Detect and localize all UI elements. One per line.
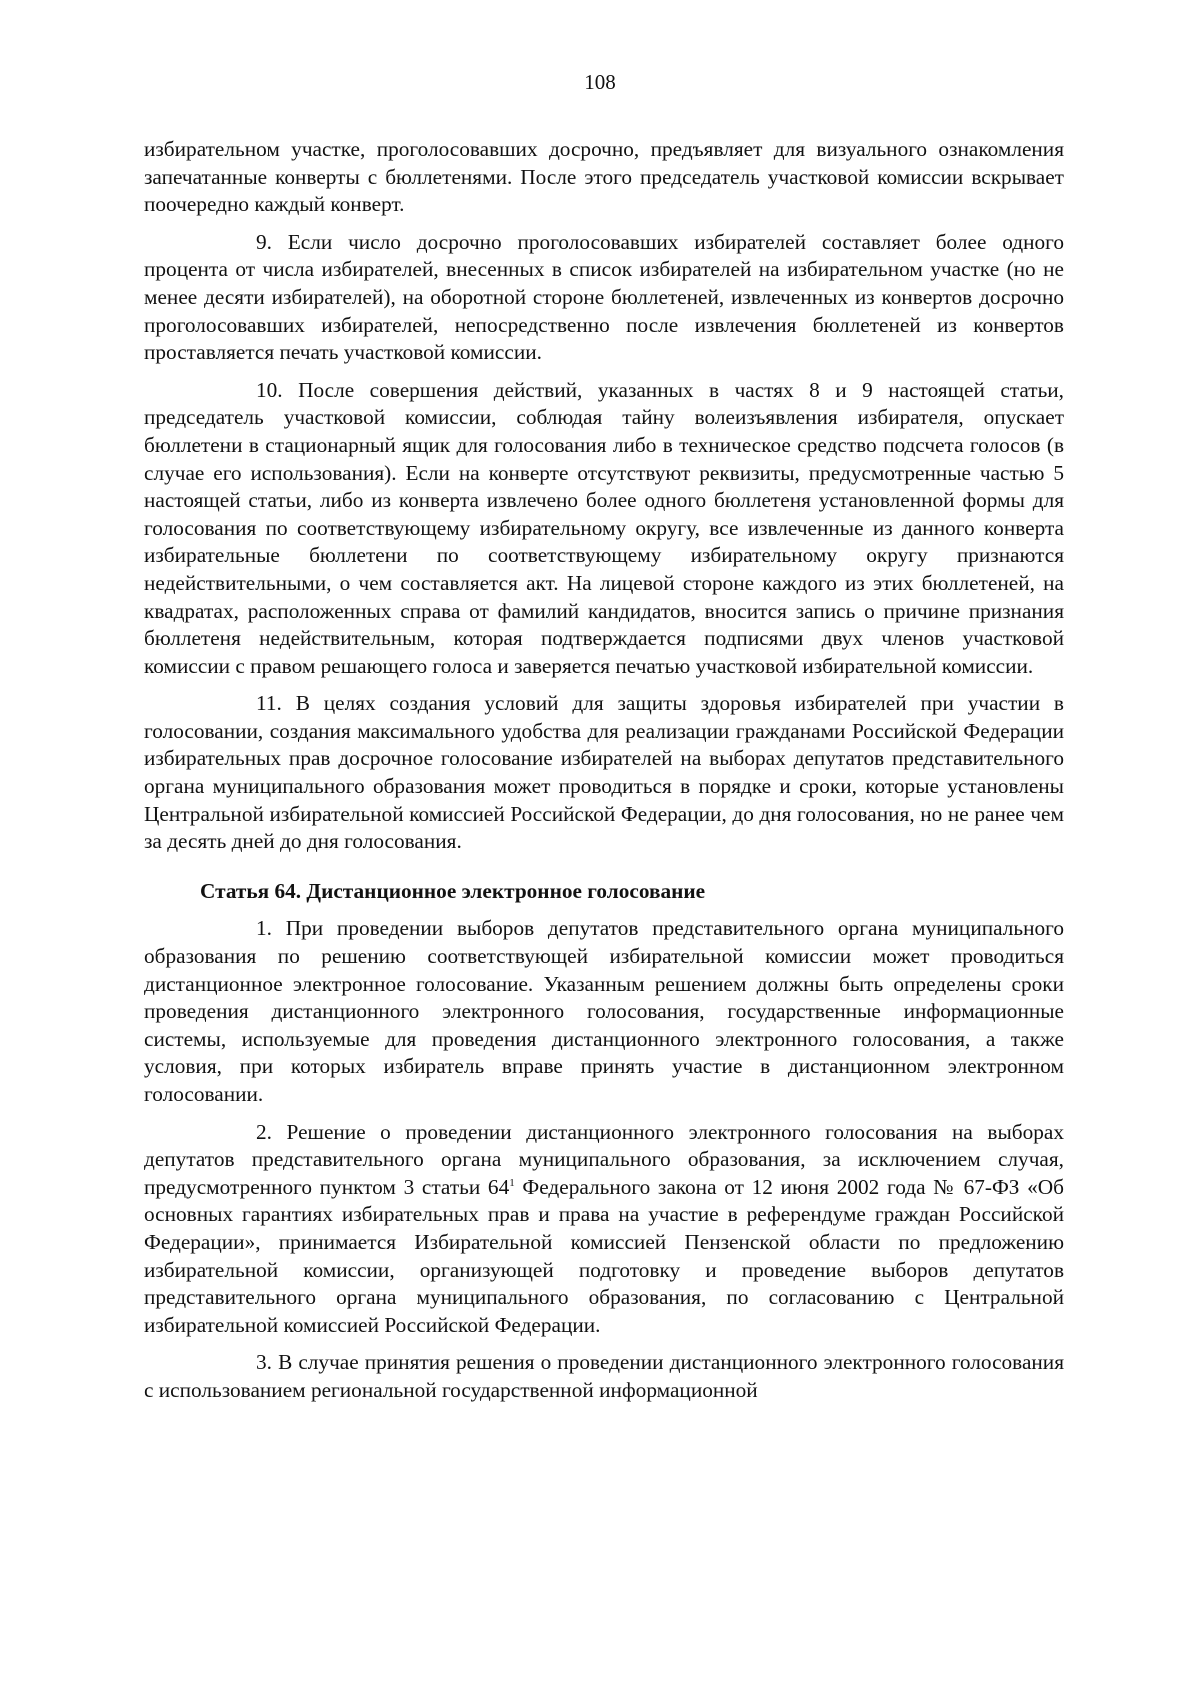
- superscript-footnote: 1: [509, 1176, 515, 1189]
- page-number: 108: [584, 70, 616, 94]
- paragraph-continuation: избирательном участке, проголосовавших досрочно, предъявляет для визуального ознакомления запечатанные конверты с бюллетенями. После этого председатель участковой комиссии вскрывает поочередно каждый конверт.: [144, 137, 1064, 217]
- paragraph-text-part1: Решение о проведении дистанционного электронного голосования на выборах депутатов представительного органа муниципального образования, за исключением случая, предусмотренного пунктом 3 статьи 64: [144, 1119, 1064, 1199]
- paragraph-text: Если число досрочно проголосовавших избирателей составляет более одного процента от числа избирателей, внесенных в список избирателей на избирательном участке (но не менее десяти избирателей), на оборотной стороне бюллетеней, извлеченных из конвертов досрочно проголосовавших избирателей, непосредственно после извлечения бюллетеней из конвертов проставляется печать участковой комиссии.: [144, 229, 1065, 365]
- paragraph-number: 9.: [256, 229, 272, 254]
- paragraph-9: [144, 229, 1064, 367]
- paragraph-text: После совершения действий, указанных в частях 8 и 9 настоящей статьи, председатель участковой комиссии, соблюдая тайну волеизъявления избирателя, опускает бюллетени в стационарный ящик для голосования либо в техническое средство подсчета голосов (в случае его использования). Если на конверте отсутствуют реквизиты, предусмотренные частью 5 настоящей статьи, либо из конверта извлечено более одного бюллетеня установленной формы для голосования по соответствующему избирательному округу, все извлеченные из данного конверта избирательные бюллетени по соответствующему избирательному округу признаются недействительными, о чем составляется акт. На лицевой стороне каждого из этих бюллетеней, на квадратах, расположенных справа от фамилий кандидатов, вносится запись о причине признания бюллетеня недействительным, которая подтверждается подписями двух членов участковой комиссии с правом решающего голоса и заверяется печатью участковой избирательной комиссии.: [144, 377, 1064, 678]
- article-paragraph-1: [144, 915, 1064, 1108]
- paragraph-text: В случае принятия решения о проведении дистанционного электронного голосования с использованием региональной государственной информационной: [144, 1350, 1064, 1402]
- paragraph-text: При проведении выборов депутатов представительного органа муниципального образования по решению соответствующей избирательной комиссии может проводиться дистанционное электронное голосование. Указанным решением должны быть определены сроки проведения дистанционного электронного голосования, государственные информационные системы, используемые для проведения дистанционного электронного голосования, а также условия, при которых избиратель вправе принять участие в дистанционном электронном голосовании.: [144, 916, 1065, 1106]
- article-paragraph-3: [144, 1349, 1064, 1404]
- paragraph-11: [144, 690, 1064, 856]
- paragraph-text-part2: Федерального закона от 12 июня 2002 года № 67-ФЗ «Об основных гарантиях избирательных прав и права на участие в референдуме граждан Российской Федерации», принимается Избирательной комиссией Пензенской области по предложению избирательной комиссии, организующей подготовку и проведение выборов депутатов представительного органа муниципального образования, по согласованию с Центральной избирательной комиссией Российской Федерации.: [144, 1174, 1064, 1337]
- paragraph-text: В целях создания условий для защиты здоровья избирателей при участии в голосовании, создания максимального удобства для реализации гражданами Российской Федерации избирательных прав досрочное голосование избирателей на выборах депутатов представительного органа муниципального образования может проводиться в порядке и сроки, которые установлены Центральной избирательной комиссией Российской Федерации, до дня голосования, но не ранее чем за десять дней до дня голосования.: [144, 691, 1064, 854]
- document-body: [144, 136, 1064, 1415]
- paragraph-number: 10.: [256, 377, 283, 402]
- paragraph-number: 2.: [256, 1119, 272, 1144]
- paragraph-number: 11.: [256, 691, 282, 716]
- paragraph-number: 3.: [256, 1350, 272, 1375]
- article-paragraph-2: [144, 1119, 1064, 1340]
- paragraph-10: [144, 377, 1064, 681]
- article-heading: Статья 64. Дистанционное электронное голосование: [200, 878, 706, 903]
- paragraph-number: 1.: [256, 916, 272, 941]
